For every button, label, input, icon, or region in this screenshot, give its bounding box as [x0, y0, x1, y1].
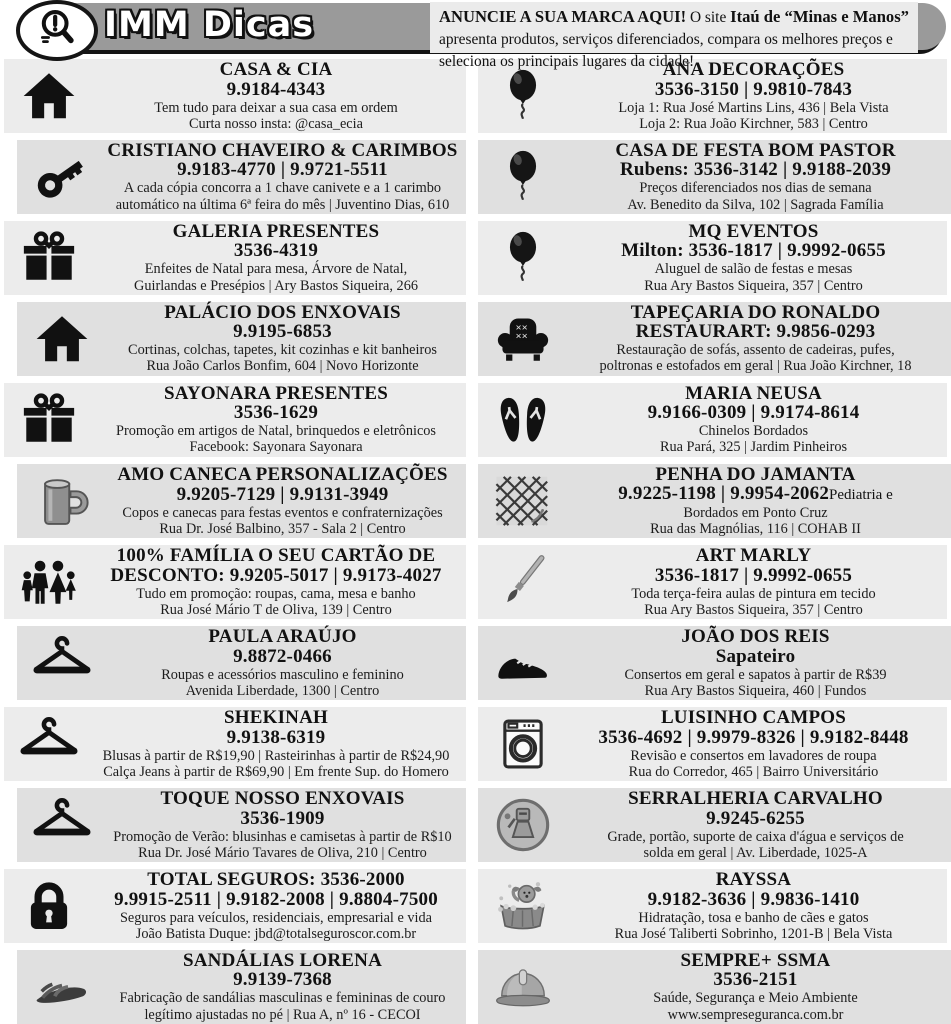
listing-detail-line: Tudo em promoção: roupas, cama, mesa e banho	[136, 585, 416, 602]
listing-detail-line: Rua Ary Bastos Siqueira, 357 | Centro	[644, 602, 863, 619]
listing-phone: 9.9195-6853	[233, 321, 332, 343]
listing-detail-line: automático na última 6ª feira do mês | Juventino Dias, 610	[115, 196, 450, 213]
listing-title: 100% FAMÍLIA O SEU CARTÃO DE	[116, 545, 436, 567]
listing-title: SERRALHERIA CARVALHO	[628, 788, 883, 810]
listing-card	[4, 707, 466, 781]
listing-text	[564, 870, 943, 942]
listing-detail-line: Facebook: Sayonara Sayonara	[189, 439, 363, 456]
listing-phone: 3536-1909	[240, 807, 325, 829]
key-icon	[21, 148, 103, 206]
listing-card	[17, 464, 466, 539]
shoe-icon	[482, 634, 564, 692]
listing-detail-line: Copos e canecas para festas eventos e confraternizações	[122, 504, 443, 521]
listing-detail-line: Rua do Corredor, 465 | Bairro Universitário	[628, 763, 879, 780]
flipflops-icon	[482, 391, 564, 449]
listing-text	[103, 141, 462, 213]
listing-detail-line: poltronas e estofados em geral | Rua João Kirchner, 18	[599, 358, 912, 375]
listing-phone: 3536-1817 | 9.9992-0655	[654, 564, 853, 586]
gift-icon	[8, 391, 90, 449]
svg-text:××: ××	[515, 330, 528, 342]
listing-phone: 9.9225-1198 | 9.9954-2062Pediatria e	[618, 483, 893, 505]
listing-title: RAYSSA	[715, 869, 792, 891]
hardhat-icon	[482, 958, 564, 1016]
listing-detail-line: Rua Dr. José Mário Tavares de Oliva, 210 | Centro	[138, 844, 427, 861]
listing-title: AMO CANECA PERSONALIZAÇÕES	[117, 464, 448, 486]
listing-title: LUISINHO CAMPOS	[660, 707, 847, 729]
balloon-icon	[482, 67, 564, 125]
listing-detail-line: Rua Dr. José Balbino, 357 - Sala 2 | Centro	[159, 520, 406, 537]
listing-detail-line: Enfeites de Natal para mesa, Árvore de Natal,	[144, 261, 408, 278]
listing-detail-line: Curta nosso insta: @casa_ecia	[189, 115, 363, 132]
announce-banner: ANUNCIE A SUA MARCA AQUI! O site Itaú de “Minas e Manos” apresenta produtos, serviços diferenciados, compara os melhores preços e seleciona os principais lugares da cidade!	[430, 2, 918, 53]
listing-card	[17, 950, 466, 1024]
listing-text	[90, 222, 462, 294]
listing-detail-line: Loja 1: Rua José Martins Lins, 436 | Bela Vista	[618, 99, 889, 116]
listing-title: SEMPRE+ SSMA	[680, 949, 831, 971]
listing-detail-line: Roupas e acessórios masculino e feminino	[161, 666, 404, 683]
listing-detail-line: Promoção em artigos de Natal, brinquedos e eletrônicos	[116, 423, 436, 440]
listing-title: MARIA NEUSA	[685, 382, 822, 404]
listing-phone: 9.9245-6255	[706, 807, 805, 829]
listing-phone: 3536-4319	[233, 240, 319, 262]
listing-text	[103, 303, 462, 375]
listing-card	[478, 140, 951, 214]
listing-phone: Rubens: 3536-3142 | 9.9188-2039	[619, 159, 892, 181]
house-icon	[8, 67, 90, 125]
announce-title: ANUNCIE A SUA MARCA AQUI!	[439, 7, 687, 26]
padlock-icon	[8, 877, 90, 935]
listing-text	[103, 627, 462, 699]
listing-detail-line: Rua Ary Bastos Siqueira, 357 | Centro	[644, 277, 863, 294]
listing-title: MQ EVENTOS	[688, 220, 819, 242]
listing-card	[4, 869, 466, 943]
listing-card	[17, 626, 466, 700]
listing-text	[103, 951, 462, 1023]
listing-text	[564, 789, 947, 861]
listing-detail-line: Grade, portão, suporte de caixa d'água e serviços de	[607, 828, 904, 845]
listing-text	[90, 60, 462, 132]
listing-title: PENHA DO JAMANTA	[655, 463, 856, 485]
listing-text	[564, 546, 943, 618]
listing-title: SHEKINAH	[223, 707, 328, 729]
listing-text	[564, 627, 947, 699]
crossstitch-icon	[482, 472, 564, 530]
listing-card	[17, 788, 466, 862]
listing-detail-line: Rua Pará, 325 | Jardim Pinheiros	[659, 439, 848, 456]
listing-detail-line: Preços diferenciados nos dias de semana	[639, 180, 872, 197]
listing-detail-line: João Batista Duque: jbd@totalseguroscor.com.br	[135, 925, 417, 942]
listing-card	[4, 545, 466, 619]
listing-phone: 9.9182-3636 | 9.9836-1410	[647, 888, 860, 910]
balloon-icon	[482, 229, 564, 287]
listing-card	[478, 950, 951, 1024]
logo	[16, 0, 98, 61]
listing-card	[4, 383, 466, 457]
listing-detail-line: Rua Ary Bastos Siqueira, 460 | Fundos	[644, 683, 867, 700]
listing-title: TAPEÇARIA DO RONALDO	[630, 301, 881, 323]
listing-text	[564, 141, 947, 213]
listing-detail-line: Hidratação, tosa e banho de cães e gatos	[638, 909, 869, 926]
listing-phone: 9.9183-4770 | 9.9721-5511	[177, 159, 388, 181]
listing-title: JOÃO DOS REIS	[681, 626, 830, 648]
listing-title: GALERIA PRESENTES	[172, 220, 380, 242]
listing-detail-line: Bordados em Ponto Cruz	[683, 505, 828, 522]
listing-detail-line: Restauração de sofás, assento de cadeiras, pufes,	[616, 342, 895, 359]
listing-detail-line: Guirlandas e Presépios | Ary Bastos Siqueira, 266	[134, 277, 418, 294]
welder-icon	[482, 796, 564, 854]
listing-title: CRISTIANO CHAVEIRO & CARIMBOS	[107, 139, 458, 161]
listing-detail-line: Consertos em geral e sapatos à partir de R$39	[624, 666, 887, 683]
listing-card	[17, 140, 466, 214]
listing-phone: Sapateiro	[715, 645, 796, 667]
listing-card	[478, 383, 947, 457]
listing-detail-line: Fabricação de sandálias masculinas e femininas de couro	[119, 990, 446, 1007]
listing-detail-line: Cortinas, colchas, tapetes, kit cozinhas e kit banheiros	[128, 342, 437, 359]
listing-card	[478, 788, 951, 862]
listing-detail-line: Toda terça-feira aulas de pintura em tecido	[631, 585, 876, 602]
listing-text	[564, 384, 943, 456]
hanger-icon	[21, 634, 103, 692]
listing-title: CASA DE FESTA BOM PASTOR	[615, 139, 896, 161]
listing-detail-line: solda em geral | Av. Liberdade, 1025-A	[643, 844, 868, 861]
listing-card	[478, 707, 947, 781]
listing-detail-line: Rua das Magnólias, 116 | COHAB II	[650, 521, 861, 538]
listing-text	[90, 384, 462, 456]
listing-phone: 9.9205-7129 | 9.9131-3949	[176, 483, 389, 505]
listing-detail-line: Rua José Taliberti Sobrinho, 1201-B | Bela Vista	[614, 925, 893, 942]
listing-card	[478, 221, 947, 295]
listing-title: TOTAL SEGUROS: 3536-2000	[147, 869, 405, 891]
listing-phone: 9.9184-4343	[226, 78, 326, 100]
listing-text	[90, 870, 462, 942]
listing-text	[90, 546, 462, 618]
listing-title: TOQUE NOSSO ENXOVAIS	[160, 788, 405, 810]
listing-phone: 9.9138-6319	[226, 726, 326, 748]
listing-phone: 9.9915-2511 | 9.9182-2008 | 9.8804-7500	[114, 888, 438, 910]
listing-card	[478, 302, 951, 376]
mug-icon	[21, 472, 103, 530]
listing-detail-line: Rua José Mário T de Oliva, 139 | Centro	[160, 602, 392, 619]
family-icon	[8, 553, 90, 611]
listing-detail-line: Revisão e consertos em lavadores de roupa	[630, 747, 877, 764]
listing-title: ART MARLY	[695, 545, 812, 567]
listing-detail-line: Promoção de Verão: blusinhas e camisetas à partir de R$10	[113, 828, 452, 845]
listing-detail-line: Loja 2: Rua João Kirchner, 583 | Centro	[639, 115, 868, 132]
hanger-icon	[8, 715, 90, 773]
hanger-icon	[21, 796, 103, 854]
listing-phone: RESTAURART: 9.9856-0293	[635, 321, 876, 343]
listing-detail-line: Calça Jeans à partir de R$69,90 | Em frente Sup. do Homero	[103, 763, 449, 780]
listing-detail-line: Saúde, Segurança e Meio Ambiente	[653, 990, 858, 1007]
listings-grid	[0, 57, 951, 1024]
listing-title: CASA & CIA	[219, 59, 333, 80]
gift-icon	[8, 229, 90, 287]
listing-title: SANDÁLIAS LORENA	[182, 949, 383, 971]
listing-phone: 9.9166-0309 | 9.9174-8614	[647, 402, 860, 424]
listing-detail-line: Rua João Carlos Bonfim, 604 | Novo Horizonte	[146, 358, 419, 375]
listing-phone: 3536-3150 | 9.9810-7843	[654, 78, 853, 100]
listing-card	[478, 626, 951, 700]
dog-grooming-icon	[482, 877, 564, 935]
listing-phone: 9.9139-7368	[233, 969, 332, 991]
listing-phone: Milton: 3536-1817 | 9.9992-0655	[621, 240, 886, 262]
listing-phone: DESCONTO: 9.9205-5017 | 9.9173-4027	[110, 564, 442, 586]
listing-text	[564, 465, 947, 538]
listing-card	[4, 221, 466, 295]
listing-card	[4, 59, 466, 133]
listing-text	[564, 303, 947, 375]
listing-detail-line: Av. Benedito da Silva, 102 | Sagrada Família	[627, 196, 884, 213]
armchair-icon	[482, 310, 564, 368]
logo-text: IMM Dicas	[104, 5, 315, 45]
listing-detail-line: www.sempreseguranca.com.br	[667, 1006, 844, 1023]
listing-phone: 3536-4692 | 9.9979-8326 | 9.9182-8448	[598, 726, 909, 748]
listing-text	[564, 708, 943, 780]
listing-phone: 3536-2151	[713, 969, 798, 991]
listing-detail-line: A cada cópia concorra a 1 chave canivete e a 1 carimbo	[123, 180, 442, 197]
listing-phone: 9.8872-0466	[233, 645, 332, 667]
listing-detail-line: Blusas à partir de R$19,90 | Rasteirinhas à partir de R$24,90	[102, 747, 450, 764]
svg-text:××: ××	[515, 321, 528, 333]
listing-detail-line: Seguros para veículos, residenciais, empresarial e vida	[119, 909, 433, 926]
sandal-icon	[21, 958, 103, 1016]
magnifier-exclamation-icon	[35, 6, 79, 55]
listing-detail-line: Tem tudo para deixar a sua casa em ordem	[154, 99, 398, 116]
listing-detail-line: Aluguel de salão de festas e mesas	[654, 261, 853, 278]
listing-card	[478, 869, 947, 943]
listing-title: SAYONARA PRESENTES	[163, 382, 389, 404]
paintbrush-icon	[482, 553, 564, 611]
listing-card	[17, 302, 466, 376]
announce-site-name: Itaú de “Minas e Manos”	[730, 7, 909, 26]
listing-text	[564, 222, 943, 294]
listing-text	[564, 951, 947, 1023]
listing-phone: 3536-1629	[233, 402, 319, 424]
listing-card	[478, 545, 947, 619]
listing-phone-suffix: Pediatria e	[829, 487, 893, 504]
washing-machine-icon	[482, 715, 564, 773]
listing-detail-line: Chinelos Bordados	[698, 423, 809, 440]
listing-title: PALÁCIO DOS ENXOVAIS	[164, 301, 401, 323]
balloon-icon	[482, 148, 564, 206]
listing-title: ANA DECORAÇÕES	[662, 59, 845, 80]
listing-detail-line: legítimo ajustadas no pé | Rua A, nº 16 - CECOI	[144, 1006, 421, 1023]
listing-title: PAULA ARAÚJO	[208, 626, 357, 648]
listing-text	[90, 708, 462, 780]
listing-text	[103, 789, 462, 861]
listing-card	[478, 464, 951, 539]
listing-text	[103, 465, 462, 537]
listing-detail-line: Avenida Liberdade, 1300 | Centro	[185, 683, 380, 700]
house-icon	[21, 310, 103, 368]
